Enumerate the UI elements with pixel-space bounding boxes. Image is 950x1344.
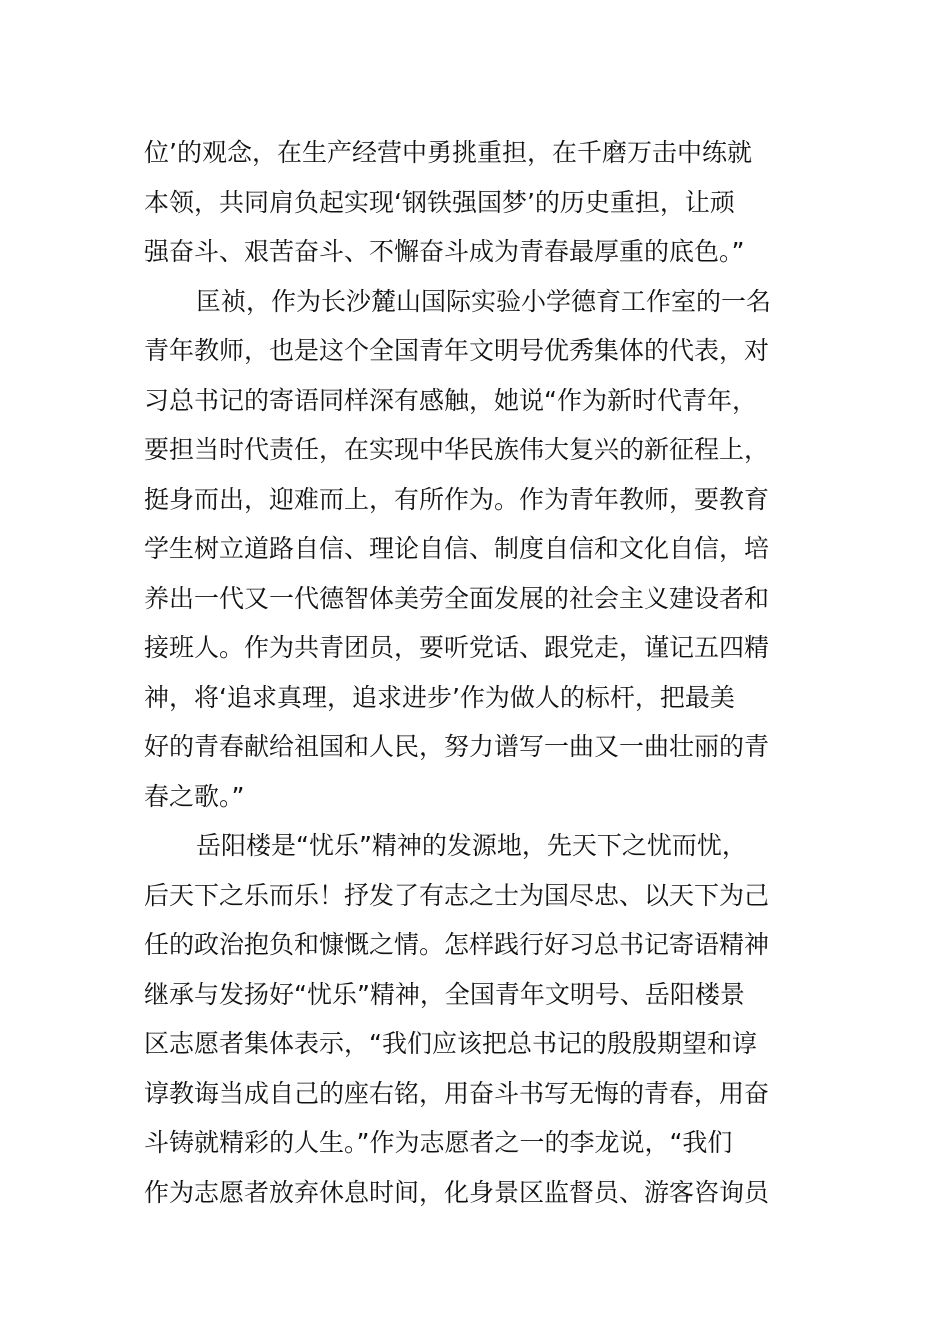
paragraph-first-line: 匡祯，作为长沙麓山国际实验小学德育工作室的一名 [196,286,772,316]
text-line: 接班人。作为共青团员，要听党话、跟党走，谨记五四精 [144,633,770,662]
text-line: 春之歌。” [144,781,245,811]
text-line: 养出一代又一代德智体美劳全面发展的社会主义建设者和 [144,583,770,613]
text-line: 任的政治抱负和慷慨之情。怎样践行好习总书记寄语精神 [144,930,770,959]
text-line: 神，将‘追求真理，追求进步’作为做人的标杆，把最美 [144,682,735,712]
text-line: 谆教诲当成自己的座右铭，用奋斗书写无悔的青春，用奋 [144,1078,770,1108]
text-line: 后天下之乐而乐！抒发了有志之士为国尽忠、以天下为己 [144,880,770,910]
text-line: 青年教师，也是这个全国青年文明号优秀集体的代表，对 [144,336,770,365]
text-line: 本领，共同肩负起实现‘钢铁强国梦’的历史重担，让顽 [144,187,735,217]
text-line: 学生树立道路自信、理论自信、制度自信和文化自信，培 [144,534,770,563]
text-line: 强奋斗、艰苦奋斗、不懈奋斗成为青春最厚重的底色。” [144,237,745,266]
text-line: 作为志愿者放弃休息时间，化身景区监督员、游客咨询员 [144,1177,770,1207]
text-line: 好的青春献给祖国和人民，努力谱写一曲又一曲壮丽的青 [144,732,770,761]
text-line: 习总书记的寄语同样深有感触，她说“作为新时代青年， [144,385,757,415]
paragraph-first-line: 岳阳楼是“忧乐”精神的发源地，先天下之忧而忧， [196,831,747,860]
text-line: 继承与发扬好“忧乐”精神，全国青年文明号、岳阳楼景 [144,979,745,1009]
body-text [144,128,814,1217]
text-line: 位’的观念，在生产经营中勇挑重担，在千磨万击中练就 [144,138,752,167]
text-line: 要担当时代责任，在实现中华民族伟大复兴的新征程上， [144,435,770,464]
text-line: 区志愿者集体表示，“我们应该把总书记的殷殷期望和谆 [144,1029,757,1058]
text-line: 斗铸就精彩的人生。”作为志愿者之一的李龙说，“我们 [144,1128,733,1157]
text-line: 挺身而出，迎难而上，有所作为。作为青年教师，要教育 [144,484,770,514]
